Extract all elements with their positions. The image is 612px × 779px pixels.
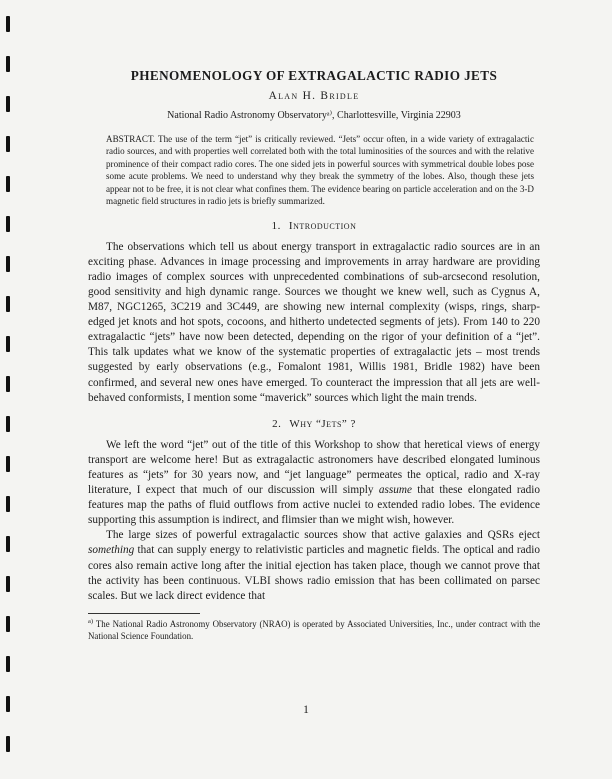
why-jets-paragraph-2 — [88, 528, 540, 603]
punch-hole — [6, 336, 10, 352]
punch-hole — [6, 216, 10, 232]
punch-hole — [6, 536, 10, 552]
paper-title: PHENOMENOLOGY OF EXTRAGALACTIC RADIO JETS — [130, 68, 498, 83]
footnote-marker: a) — [88, 617, 94, 625]
punch-hole — [6, 736, 10, 752]
punch-hole — [6, 416, 10, 432]
paper-page — [88, 68, 540, 642]
section-title: Why “Jets” ? — [289, 417, 356, 430]
section-number: 1. — [271, 219, 281, 232]
paper-author: Alan H. Bridle — [268, 90, 360, 102]
punch-hole — [6, 576, 10, 592]
emphasis: something — [88, 544, 135, 557]
punch-hole — [6, 656, 10, 672]
text-run: The large sizes of powerful extragalactic sources show that active galaxies and QSRs eject — [106, 529, 540, 542]
emphasis: assume — [378, 484, 412, 497]
punch-hole — [6, 176, 10, 192]
punch-hole — [6, 376, 10, 392]
footnote — [88, 616, 540, 642]
punch-hole — [6, 296, 10, 312]
binder-punch-holes — [0, 0, 14, 779]
author-affiliation: National Radio Astronomy Observatoryᵃ⁾, Charlottesville, Virginia 22903 — [167, 110, 461, 121]
introduction-paragraph: The observations which tell us about energy transport in extragalactic radio sources are in an exciting phase. Advances in image processing and improvements in array hardware are providing radio images of complex sources with unprecedented combinations of sub-arcsecond resolution, good sensitivity and high dynamic range. Sources we thought we knew well, such as Cygnus A, M87, NGC1265, 3C219 and 3C449, are showing new internal complexity (wisps, rings, sharp-edged jet knots and hot spots, cocoons, and hitherto undetected segments of jets). From 140 to 220 extragalactic “jets” have now been detected, depending on the rigor of your definition of a “jet”. This talk updates what we know of the systematic properties of extragalactic jets – most trends suggested by early observations (e.g., Fomalont 1981, Willis 1981, Bridle 1982) have been confirmed, and several new ones have emerged. To counteract the impression that all jets are well-behaved conformists, I mention some “maverick” sources which light the main trends. — [88, 240, 540, 404]
abstract: ABSTRACT. The use of the term “jet” is critically reviewed. “Jets” occur often, in a wide variety of extragalactic radio sources, and with properties well correlated both with the total luminosities of the sources and with the relative prominence of their compact radio cores. The one sided jets in powerful sources with symmetrical double lobes pose some acute problems. We need to understand why they break the symmetry of the lobes. Also, though these jets appear not to be free, it is not clear what confines them. The evidence bearing on particle acceleration and on the 3-D magnetic field structures in radio jets is briefly summarized. — [106, 134, 534, 207]
text-run: We left the word “jet” out of the title of this Workshop to show that heretical views of energy transport are welcome here! But as extragalactic astronomers have described elongated luminous features as “jets” for 30 years now, and “jet language” permeates the optical, radio and X-ray literature, I expect that much of our discussion will simply — [88, 438, 540, 497]
punch-hole — [6, 256, 10, 272]
section-number: 2. — [272, 417, 282, 430]
text-run: that these elongated radio features map the paths of fluid outflows from active nuclei to extended radio lobes. The evidence supporting this assumption is indirect, and flimsier than we might wish, however. — [88, 484, 540, 527]
footnote-rule — [88, 613, 200, 614]
section-heading-why-jets — [88, 417, 540, 431]
punch-hole — [6, 56, 10, 72]
section-title: Introduction — [288, 219, 357, 232]
punch-hole — [6, 456, 10, 472]
punch-hole — [6, 96, 10, 112]
why-jets-paragraph-1 — [88, 438, 540, 529]
section-heading-introduction — [88, 219, 540, 233]
punch-hole — [6, 616, 10, 632]
punch-hole — [6, 16, 10, 32]
footnote-text: The National Radio Astronomy Observatory (NRAO) is operated by Associated Universities, Inc., under contract with the National Science Foundation. — [88, 618, 541, 641]
page-number: 1 — [303, 704, 309, 716]
text-run: that can supply energy to relativistic particles and magnetic fields. The optical and radio cores also remain active long after the initial ejection has taken place, though we cannot prove that the activity has been continuous. VLBI shows radio emission that has been collimated on parsec scales. But we lack direct evidence that — [88, 544, 540, 602]
punch-hole — [6, 136, 10, 152]
punch-hole — [6, 496, 10, 512]
